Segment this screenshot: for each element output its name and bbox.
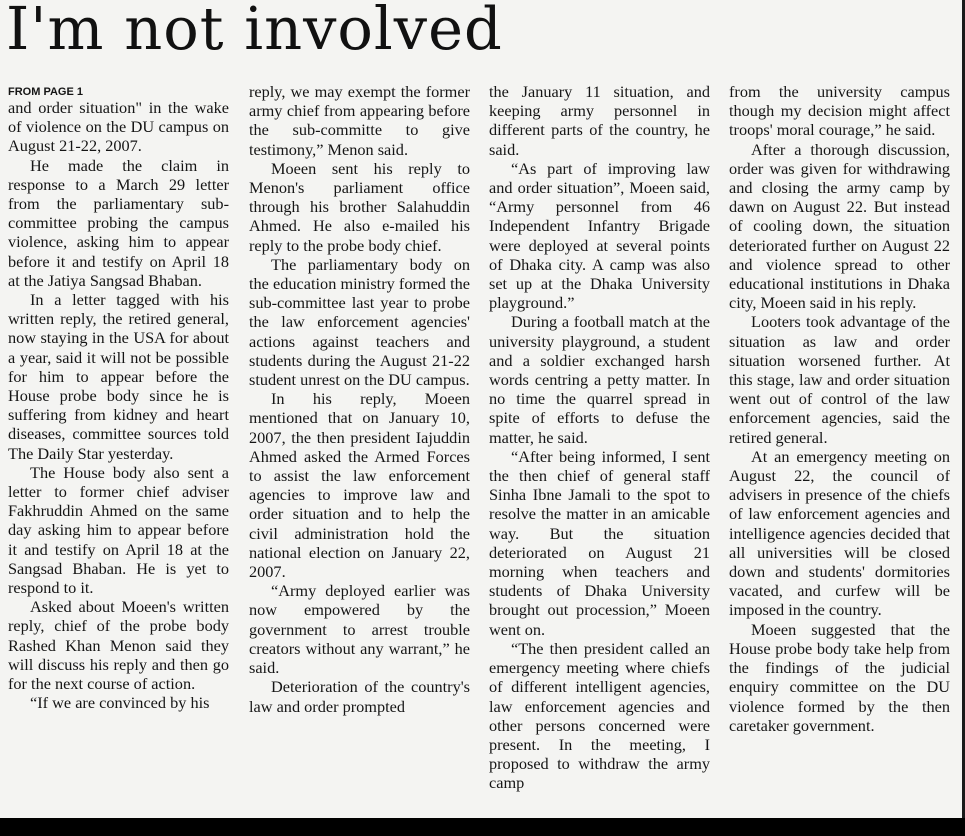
- paragraph: The parliamentary body on the education ministry formed the sub-committee last year to probe the law enforcement agencies' actions against teachers and students during the August 21-22 student unrest on the DU campus.: [249, 254, 470, 390]
- paragraph: Moeen sent his reply to Menon's parliament office through his brother Salahuddin Ahmed. He also e-mailed his reply to the probe body chief.: [249, 158, 470, 255]
- paragraph: In his reply, Moeen mentioned that on January 10, 2007, the then president Iajuddin Ahmed asked the Armed Forces to assist the law enforcement agencies to improve law and order situation and to help the civil administration hold the national election on January 22, 2007.: [249, 389, 470, 582]
- paragraph: reply, we may exempt the former army chief from appearing before the sub-committe to give testimony,” Menon said.: [249, 82, 470, 159]
- paragraph: Asked about Moeen's written reply, chief of the probe body Rashed Khan Menon said they will discuss his reply and then go for the next course of action.: [8, 597, 229, 694]
- paragraph: and order situation" in the wake of violence on the DU campus on August 21-22, 2007.: [8, 98, 229, 156]
- paragraph: At an emergency meeting on August 22, the council of advisers in presence of the chiefs of law enforcement agencies and intelligence agencies decided that all universities will be closed down and students' dormitories vacated, and curfew will be imposed in the country.: [729, 446, 950, 620]
- paragraph: “If we are convinced by his: [30, 693, 210, 713]
- paragraph: In a letter tagged with his written reply, the retired general, now staying in the USA for about a year, said it will not be possible for him to appear before the House probe body since he is suffering from kidney and heart diseases, committee sources told The Daily Star yesterday.: [8, 290, 229, 463]
- paragraph: the January 11 situation, and keeping army personnel in different parts of the country, he said.: [489, 82, 710, 159]
- paragraph: from the university campus though my decision might affect troops' moral courage,” he said.: [729, 82, 950, 140]
- article-column-4: [729, 82, 950, 818]
- paragraph: “After being informed, I sent the then chief of general staff Sinha Ibne Jamali to the spot to resolve the matter in an amicable way. But the situation deteriorated on August 21 morning when teachers and students of Dhaka University brought out procession,” Moeen went on.: [489, 446, 710, 639]
- scan-border: [0, 818, 965, 836]
- paragraph: Moeen suggested that the House probe body take help from the findings of the judicial enquiry committee on the DU violence formed by the then caretaker government.: [729, 619, 950, 735]
- paragraph: “The then president called an emergency meeting where chiefs of different intelligent agencies, law enforcement agencies and other persons concerned were present. In the meeting, I proposed to withdraw the army camp: [489, 638, 710, 793]
- article-column-2: [249, 82, 470, 818]
- article-column-3: [489, 82, 710, 818]
- headline: I'm not involved: [6, 0, 503, 63]
- paragraph: During a football match at the university playground, a student and a soldier exchanged harsh words centring a petty matter. In no time the quarrel spread in spite of efforts to defuse the matter, he said.: [489, 312, 710, 447]
- paragraph: Deterioration of the country's law and order prompted: [249, 677, 470, 716]
- paragraph: After a thorough discussion, order was given for withdrawing and closing the army camp by dawn on August 22. But instead of cooling down, the situation deteriorated further on August 22 and violence spread to other educational institutions in Dhaka city, Moeen said in his reply.: [729, 139, 950, 313]
- paragraph: “As part of improving law and order situation”, Moeen said, “Army personnel from 46 Independent Infantry Brigade were deployed at several points of Dhaka city. A camp was also set up at the Dhaka University playground.”: [489, 158, 710, 313]
- paragraph: “Army deployed earlier was now empowered by the government to arrest trouble creators without any warrant,” he said.: [249, 581, 470, 678]
- paragraph: He made the claim in response to a March 29 letter from the parliamentary sub-committee probing the campus violence, asking him to appear before it and testify on April 18 at the Jatiya Sangsad Bhaban.: [8, 155, 229, 290]
- paragraph: Looters took advantage of the situation as law and order situation worsened further. At this stage, law and order situation went out of control of the law enforcement agencies, said the retired general.: [729, 312, 950, 447]
- article-column-1: [8, 82, 229, 818]
- paragraph: The House body also sent a letter to former chief adviser Fakhruddin Ahmed on the same day asking him to appear before it and testify on April 18 at the Sangsad Bhaban. He is yet to respond to it.: [8, 462, 229, 598]
- from-page-label: FROM PAGE 1: [8, 86, 83, 98]
